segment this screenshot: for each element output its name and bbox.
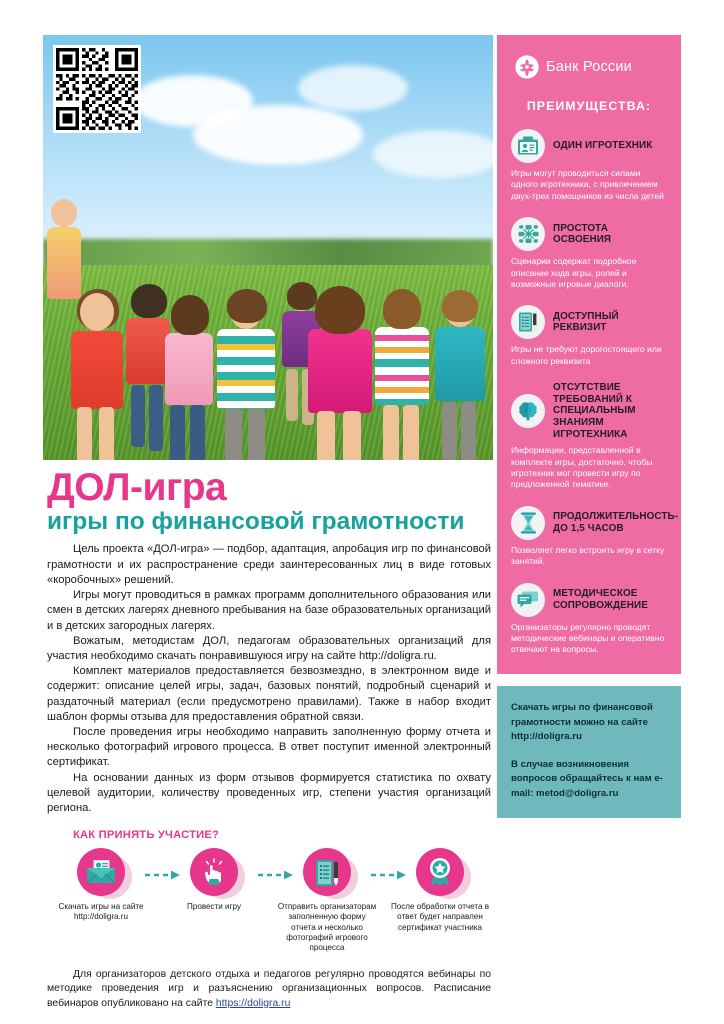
step-label: Отправить организаторам заполненную форму отчета и несколько фотографий игрового процесса — [277, 902, 377, 953]
contact-email-line: В случае возникновения вопросов обращайтесь к нам e-mail: metod@doligra.ru — [511, 758, 663, 799]
paragraph: Вожатым, методистам ДОЛ, педагогам образовательных организаций для участия необходимо скачать понравившуюся игру на сайте http://doligra.ru. — [47, 634, 491, 662]
advantage-header — [511, 129, 667, 163]
page-subtitle-text: игры по финансовой грамотности — [47, 507, 465, 535]
page-title — [47, 468, 493, 508]
advantage-item-2 — [511, 217, 667, 290]
child-figure — [305, 291, 375, 413]
step-item-2 — [164, 848, 264, 912]
advantage-title: ДОСТУПНЫЙ РЕКВИЗИТ — [553, 310, 619, 334]
contact-download-line: Скачать игры по финансовой грамотности можно на сайте http://doligra.ru — [511, 702, 653, 743]
footnote-link[interactable]: https://doligra.ru — [215, 997, 291, 1009]
advantage-title: ОДИН ИГРОТЕХНИК — [553, 140, 653, 152]
hand-click-icon — [190, 848, 238, 896]
award-badge-glyph — [427, 857, 453, 887]
clipboard-checklist-icon — [303, 848, 351, 896]
advantage-item-5 — [511, 506, 679, 568]
advantage-header — [511, 305, 667, 339]
paragraph: Игры могут проводиться в рамках программ дополнительного образования или смен в детских лагерях дневного пребывания на базе образовательных организаций и в детских загородных лагерях. — [47, 589, 491, 632]
advantage-body: Игры могут проводиться силами одного игротехника, с привлечением двух-трех помощников из числа детей — [511, 168, 664, 201]
contact-box — [497, 686, 681, 818]
clipboard-pen-glyph — [518, 311, 538, 333]
advantage-body: Позволяет легко встроить игру в сетку занятий. — [511, 544, 665, 567]
id-badge-icon — [511, 129, 545, 163]
page-title-text: ДОЛ-игра — [47, 466, 227, 509]
sidebar — [497, 35, 681, 674]
paragraph: На основании данных из форм отзывов формируется статистика по охвату целевой аудитории, количеству проведенных игр, степени участия организаций региона. — [47, 771, 491, 814]
step-item-1 — [51, 848, 151, 923]
step-item-3 — [277, 848, 377, 953]
advantage-header — [511, 506, 679, 540]
child-figure — [69, 293, 125, 409]
step-label: Скачать игры на сайте http://doligra.ru — [58, 902, 144, 922]
hourglass-icon — [511, 506, 545, 540]
child-figure — [433, 294, 487, 401]
child-figure — [373, 293, 431, 405]
advantage-body: Игры не требуют дорогостоящего или сложного реквизита — [511, 344, 662, 366]
footnote-text: Для организаторов детского отдыха и педагогов регулярно проводятся вебинары по методике проведения игр и разъяснению организационных вопросов. Расписание вебинаров опубликовано на сайте — [47, 969, 491, 1009]
envelope-document-glyph — [86, 860, 116, 884]
advantage-item-3 — [511, 305, 667, 367]
cloud-icon — [373, 130, 493, 178]
hero-photo — [43, 35, 493, 460]
paragraph: Комплект материалов предоставляется безвозмездно, в электронном виде и содержит: описание целей игры, задач, базовых понятий, подробный сценарий и раздаточный материал (если предусмотрено правилами). Также в набор входит шаблон формы отзыва для предоставления обратной связи. — [47, 665, 491, 723]
advantage-item-1 — [511, 129, 667, 202]
advantage-body: Информации, представленной в комплекте игры, достаточно, чтобы игротехник мог провести игру по предложенной тематике. — [511, 445, 653, 490]
network-nodes-glyph — [518, 224, 539, 244]
advantage-item-4 — [511, 382, 667, 491]
steps-heading: КАК ПРИНЯТЬ УЧАСТИЕ? — [73, 829, 220, 842]
page-subtitle — [47, 509, 493, 535]
chat-bubbles-icon — [511, 583, 545, 617]
child-figure — [47, 199, 81, 299]
chat-bubbles-glyph — [517, 591, 539, 608]
award-badge-icon — [416, 848, 464, 896]
footnote — [47, 968, 491, 1011]
qr-code[interactable] — [53, 45, 141, 133]
bank-of-russia-logo-icon — [515, 55, 539, 79]
clipboard-checklist-glyph — [314, 858, 341, 887]
spacer — [511, 745, 667, 758]
advantage-body: Сценарии содержат подробное описание хода игры, ролей и возможные игровые диалоги. — [511, 256, 637, 290]
advantage-header — [511, 217, 667, 251]
advantage-title: ПРОДОЛЖИТЕЛЬНОСТЬ- ДО 1,5 ЧАСОВ — [553, 511, 679, 534]
cloud-icon — [193, 105, 363, 165]
clipboard-pen-icon — [511, 305, 545, 339]
child-figure — [163, 299, 215, 405]
brain-glyph — [517, 401, 539, 421]
envelope-document-icon — [77, 848, 125, 896]
advantage-title: ОТСУТСТВИЕ ТРЕБОВАНИЙ К СПЕЦИАЛЬНЫМ ЗНАНИЯМ ИГРОТЕХНИКА — [553, 382, 636, 440]
id-badge-glyph — [517, 136, 539, 156]
advantage-header — [511, 583, 667, 617]
step-label: Провести игру — [187, 902, 241, 912]
qr-code-image — [56, 48, 138, 130]
body-text — [47, 542, 491, 816]
hand-click-glyph — [201, 858, 227, 886]
step-label: После обработки отчета в ответ будет направлен сертификат участника — [390, 902, 490, 932]
advantage-item-6 — [511, 583, 667, 656]
child-figure — [215, 293, 277, 409]
network-nodes-icon — [511, 217, 545, 251]
step-item-4 — [390, 848, 490, 933]
steps-row — [51, 848, 491, 956]
bank-logo — [515, 55, 667, 79]
bank-logo-text: Банк России — [546, 59, 632, 75]
advantage-title: ПРОСТОТА ОСВОЕНИЯ — [553, 222, 612, 246]
advantage-body: Организаторы регулярно проводят методические вебинары и оперативно отвечают на вопросы. — [511, 621, 665, 655]
paragraph: После проведения игры необходимо направить заполненную форму отчета и несколько фотографий игрового процесса. В ответ поступит именной электронный сертификат. — [47, 725, 491, 769]
advantage-header — [511, 382, 667, 440]
cloud-icon — [298, 65, 408, 111]
advantages-heading: ПРЕИМУЩЕСТВА: — [526, 99, 652, 113]
main-column — [43, 35, 493, 1011]
brain-icon — [511, 394, 545, 428]
advantage-title: МЕТОДИЧЕСКОЕ СОПРОВОЖДЕНИЕ — [553, 588, 648, 611]
hourglass-glyph — [520, 512, 537, 534]
paragraph: Цель проекта «ДОЛ-игра» — подбор, адаптация, апробация игр по финансовой грамотности и их распространение среди заинтересованных лиц в виде готовых «коробочных» решений. — [47, 543, 491, 586]
